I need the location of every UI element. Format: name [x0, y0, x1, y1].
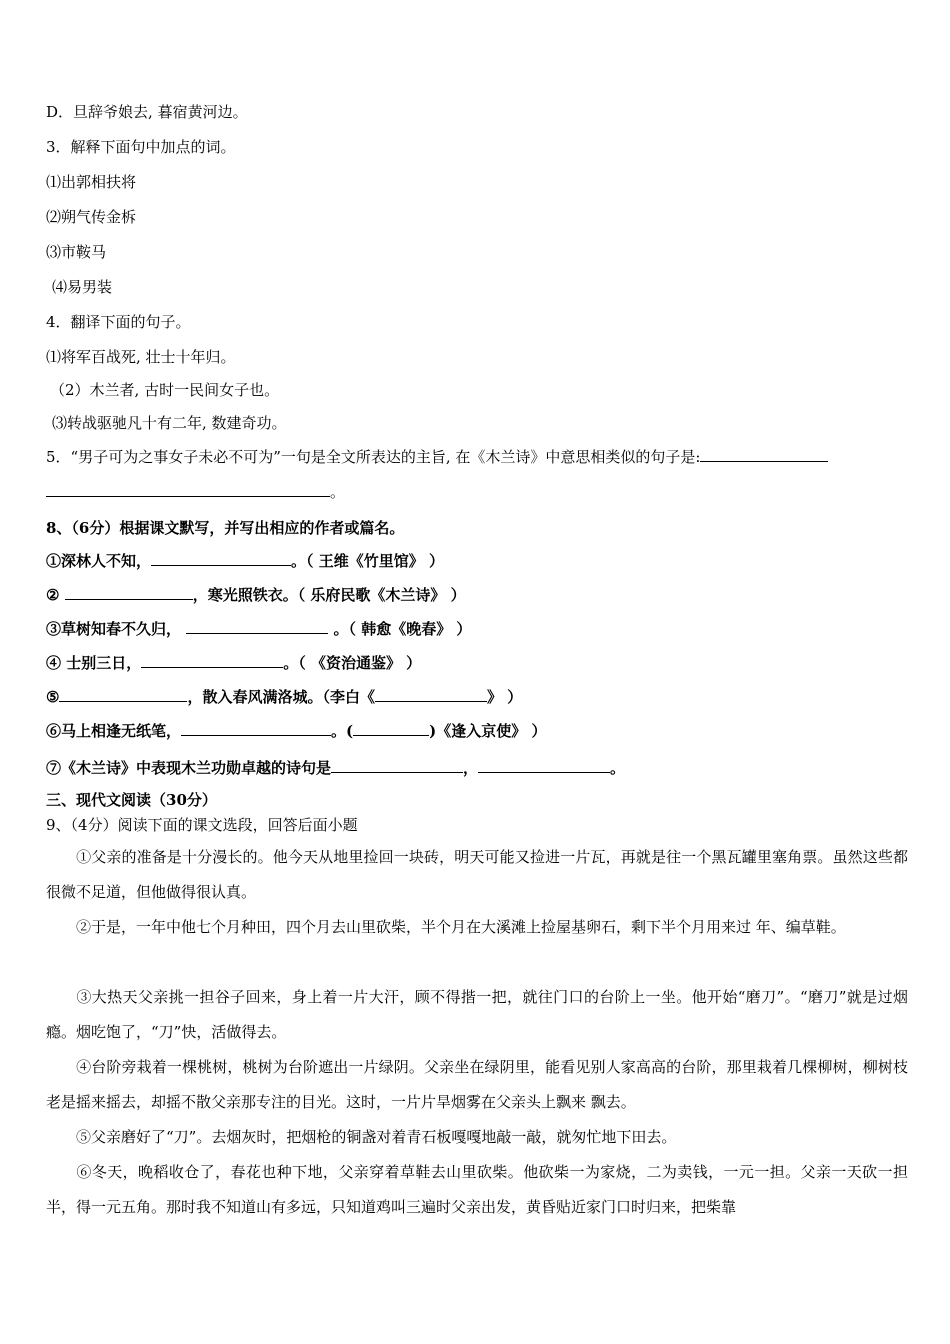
option-d: D．旦辞爷娘去, 暮宿黄河边。 — [46, 103, 248, 121]
question-3-item-2: ⑵朔气传金柝 — [46, 208, 137, 226]
answer-blank[interactable] — [181, 721, 331, 736]
question-5-end: 。 — [330, 483, 346, 501]
answer-blank[interactable] — [141, 653, 283, 668]
paragraph-3 — [46, 980, 908, 1050]
paragraph-4 — [46, 1050, 908, 1120]
question-3-item-4: ⑷易男装 — [52, 278, 113, 296]
question-4-item-3: ⑶转战驱驰凡十有二年, 数建奇功。 — [52, 414, 287, 432]
answer-blank[interactable] — [186, 619, 328, 634]
line-2-prefix: ② — [46, 586, 60, 604]
question-8-line-1 — [46, 551, 444, 571]
question-9-title: 9、（4分）阅读下面的课文选段，回答后面小题 — [46, 816, 358, 834]
paragraph-5-text: ⑤父亲磨好了“刀”。去烟灰时，把烟枪的铜盏对着青石板嘎嘎地敲一敲，就匆忙地下田去。 — [76, 1128, 677, 1146]
question-5 — [46, 447, 828, 467]
line-1-suffix: 。（ 王维《竹里馆》 ） — [291, 552, 444, 570]
line-1-prefix: ①深林人不知， — [46, 552, 152, 570]
answer-blank[interactable] — [59, 687, 187, 702]
question-8-line-4 — [46, 653, 421, 673]
line-3-suffix: 。（ 韩愈《晚春》 ） — [333, 620, 472, 638]
answer-blank[interactable] — [478, 758, 610, 773]
answer-blank[interactable] — [700, 447, 828, 462]
paragraph-2 — [46, 910, 908, 945]
answer-blank[interactable] — [151, 551, 291, 566]
line-5-suffix: 》 ） — [486, 688, 523, 706]
paragraph-6 — [46, 1155, 908, 1225]
line-7-middle: ， — [463, 759, 479, 777]
answer-blank[interactable] — [353, 721, 429, 736]
question-3-title: 3．解释下面句中加点的词。 — [46, 138, 236, 156]
answer-blank[interactable] — [375, 687, 487, 702]
question-5-continued — [46, 482, 345, 502]
answer-blank[interactable] — [331, 758, 463, 773]
line-4-suffix: 。（ 《资治通鉴》 ） — [283, 654, 422, 672]
question-8-line-2 — [46, 585, 466, 605]
question-3-item-3: ⑶市鞍马 — [46, 243, 107, 261]
question-5-text: 5．“男子可为之事女子未必不可为”一句是全文所表达的主旨, 在《木兰诗》中意思相类似的句子是: — [46, 448, 701, 466]
question-8-title: 8、（6分）根据课文默写，并写出相应的作者或篇名。 — [46, 519, 405, 537]
question-8-line-5 — [46, 687, 522, 707]
paragraph-6-text: ⑥冬天，晚稻收仓了，春花也种下地，父亲穿着草鞋去山里砍柴。他砍柴一为家烧，二为卖钱，一元一担。父亲一天砍一担半，得一元五角。那时我不知道山有多远，只知道鸡叫三遍时父亲出发，黄昏贴近家门口时归来，把柴靠 — [46, 1163, 908, 1216]
answer-blank[interactable] — [65, 585, 193, 600]
line-2-suffix: ，寒光照铁衣。（ 乐府民歌《木兰诗》 ） — [192, 586, 466, 604]
question-4-item-1: ⑴将军百战死, 壮士十年归。 — [46, 348, 236, 366]
question-3-item-1: ⑴出郭相扶将 — [46, 173, 137, 191]
answer-blank[interactable] — [46, 482, 330, 497]
question-8-line-3 — [46, 619, 471, 639]
line-6-suffix: )《逢入京使》 ） — [429, 722, 547, 740]
line-7-prefix: ⑦《木兰诗》中表现木兰功勋卓越的诗句是 — [46, 759, 332, 777]
line-6-prefix: ⑥马上相逢无纸笔， — [46, 722, 182, 740]
section-3-heading: 三、现代文阅读（30分） — [46, 791, 217, 809]
line-5-prefix: ⑤ — [46, 688, 60, 706]
line-5-middle: ，散入春风满洛城。（李白《 — [187, 688, 375, 706]
line-6-middle: 。( — [331, 722, 354, 740]
question-8-line-7 — [46, 758, 625, 778]
paragraph-2-text: ②于是，一年中他七个月种田，四个月去山里砍柴，半个月在大溪滩上捡屋基卵石，剩下半个月用来过 年、编草鞋。 — [76, 918, 846, 936]
question-4-item-2: （2）木兰者, 古时一民间女子也。 — [50, 381, 280, 399]
paragraph-4-text: ④台阶旁栽着一棵桃树，桃树为台阶遮出一片绿阴。父亲坐在绿阴里，能看见别人家高高的台阶，那里栽着几棵柳树，柳树枝老是摇来摇去，却摇不散父亲那专注的目光。这时，一片片旱烟雾在父亲头上飘来 飘去。 — [46, 1058, 908, 1111]
paragraph-1 — [46, 840, 908, 910]
paragraph-1-text: ①父亲的准备是十分漫长的。他今天从地里捡回一块砖，明天可能又捡进一片瓦，再就是往一个黑瓦罐里塞角票。虽然这些都很微不足道，但他做得很认真。 — [46, 848, 908, 901]
paragraph-3-text: ③大热天父亲挑一担谷子回来，身上着一片大汗，顾不得揩一把，就往门口的台阶上一坐。他开始“磨刀”。“磨刀”就是过烟瘾。烟吃饱了，“刀”快，活做得去。 — [46, 988, 908, 1041]
paragraph-5 — [46, 1120, 908, 1155]
line-3-prefix: ③草树知春不久归， — [46, 620, 182, 638]
line-4-prefix: ④ 士别三日， — [46, 654, 142, 672]
question-4-title: 4．翻译下面的句子。 — [46, 313, 191, 331]
question-8-line-6 — [46, 721, 546, 741]
line-7-suffix: 。 — [610, 759, 626, 777]
